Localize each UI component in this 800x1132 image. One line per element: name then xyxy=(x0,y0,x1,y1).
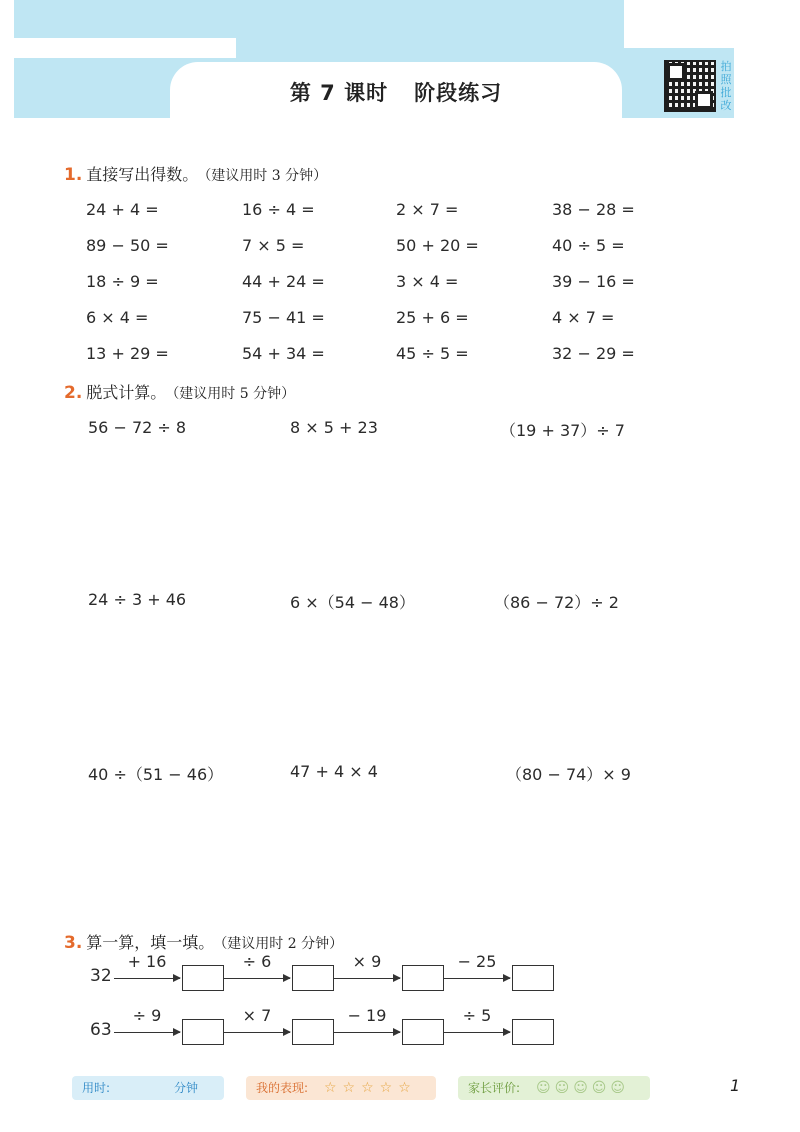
chain-operation: − 25 xyxy=(457,952,497,971)
step-calc-item: （80 − 74）× 9 xyxy=(506,765,631,784)
oral-calc-item: 39 − 16 = xyxy=(552,272,635,291)
parent-faces[interactable]: ☺☺☺☺☺ xyxy=(536,1080,629,1096)
oral-calc-item: 89 − 50 = xyxy=(86,236,169,255)
section2-heading xyxy=(64,380,295,403)
step-calc-item: 24 ÷ 3 + 46 xyxy=(88,590,187,609)
chain-operation: × 7 xyxy=(242,1006,272,1025)
section1-hint: （建议用时 3 分钟） xyxy=(204,168,328,184)
answer-box[interactable] xyxy=(292,965,334,991)
chain-arrow xyxy=(114,978,180,979)
step-calc-item: （19 + 37）÷ 7 xyxy=(500,421,625,440)
answer-box[interactable] xyxy=(402,965,444,991)
oral-calc-item: 4 × 7 = xyxy=(552,308,615,327)
answer-box[interactable] xyxy=(512,965,554,991)
title-lesson: 第 7 课时 xyxy=(289,81,389,105)
section3-number: 3. xyxy=(64,933,83,953)
step-calc-item: 8 × 5 + 23 xyxy=(290,418,378,437)
oral-calc-item: 50 + 20 = xyxy=(396,236,479,255)
answer-box[interactable] xyxy=(182,1019,224,1045)
qr-caption-char: 批 xyxy=(720,86,732,99)
oral-calc-item: 45 ÷ 5 = xyxy=(396,344,469,363)
oral-calc-item: 54 + 34 = xyxy=(242,344,325,363)
chain-operation: ÷ 5 xyxy=(462,1006,492,1025)
oral-calc-item: 32 − 29 = xyxy=(552,344,635,363)
performance-label: 我的表现: xyxy=(256,1081,309,1095)
time-pill xyxy=(72,1076,224,1100)
step-calc-item: 40 ÷（51 − 46） xyxy=(88,765,224,784)
chain-operation: × 9 xyxy=(352,952,382,971)
chain-operation: − 19 xyxy=(347,1006,387,1025)
time-unit: 分钟 xyxy=(174,1081,199,1095)
chain-arrow xyxy=(224,978,290,979)
qr-caption-char: 照 xyxy=(720,73,732,86)
time-label: 用时: xyxy=(82,1081,111,1095)
page-number: 1 xyxy=(730,1076,741,1095)
oral-calc-item: 38 − 28 = xyxy=(552,200,635,219)
oral-calc-item: 13 + 29 = xyxy=(86,344,169,363)
section1-label: 直接写出得数。 xyxy=(86,165,199,184)
oral-calc-item: 40 ÷ 5 = xyxy=(552,236,625,255)
oral-calc-item: 75 − 41 = xyxy=(242,308,325,327)
section2-hint: （建议用时 5 分钟） xyxy=(172,386,296,402)
section2-label: 脱式计算。 xyxy=(86,383,167,402)
oral-calc-item: 44 + 24 = xyxy=(242,272,325,291)
oral-calc-item: 2 × 7 = xyxy=(396,200,459,219)
oral-calc-item: 3 × 4 = xyxy=(396,272,459,291)
chain-operation: ÷ 9 xyxy=(132,1006,162,1025)
section3-heading xyxy=(64,930,343,953)
oral-calc-item: 6 × 4 = xyxy=(86,308,149,327)
step-calc-item: （86 − 72）÷ 2 xyxy=(494,593,619,612)
section1-heading xyxy=(64,162,327,185)
answer-box[interactable] xyxy=(292,1019,334,1045)
page-title xyxy=(170,77,622,107)
oral-calc-item: 18 ÷ 9 = xyxy=(86,272,159,291)
qr-caption xyxy=(719,60,733,112)
chain-operation: ÷ 6 xyxy=(242,952,272,971)
chain-start-number: 63 xyxy=(90,1020,112,1040)
chain-arrow xyxy=(114,1032,180,1033)
chain-arrow xyxy=(334,978,400,979)
title-topic: 阶段练习 xyxy=(414,81,503,105)
chain-arrow xyxy=(334,1032,400,1033)
qr-caption-char: 改 xyxy=(720,99,732,112)
section1-number: 1. xyxy=(64,165,83,185)
chain-arrow xyxy=(444,978,510,979)
oral-calc-item: 7 × 5 = xyxy=(242,236,305,255)
oral-calc-item: 16 ÷ 4 = xyxy=(242,200,315,219)
chain-arrow xyxy=(444,1032,510,1033)
header-stripe xyxy=(14,38,236,58)
answer-box[interactable] xyxy=(402,1019,444,1045)
parent-pill xyxy=(458,1076,650,1100)
step-calc-item: 47 + 4 × 4 xyxy=(290,762,378,781)
section2-number: 2. xyxy=(64,383,83,403)
chain-start-number: 32 xyxy=(90,966,112,986)
step-calc-item: 56 − 72 ÷ 8 xyxy=(88,418,187,437)
oral-calc-item: 25 + 6 = xyxy=(396,308,469,327)
performance-stars[interactable]: ☆☆☆☆☆ xyxy=(324,1080,417,1096)
section3-label: 算一算，填一填。 xyxy=(86,933,215,952)
answer-box[interactable] xyxy=(512,1019,554,1045)
oral-calc-item: 24 + 4 = xyxy=(86,200,159,219)
step-calc-item: 6 ×（54 − 48） xyxy=(290,593,415,612)
section3-hint: （建议用时 2 分钟） xyxy=(220,936,344,952)
chain-arrow xyxy=(224,1032,290,1033)
qr-code-icon[interactable] xyxy=(664,60,716,112)
performance-pill xyxy=(246,1076,436,1100)
chain-operation: + 16 xyxy=(127,952,167,971)
answer-box[interactable] xyxy=(182,965,224,991)
qr-caption-char: 拍 xyxy=(720,60,732,73)
parent-label: 家长评价: xyxy=(468,1081,521,1095)
